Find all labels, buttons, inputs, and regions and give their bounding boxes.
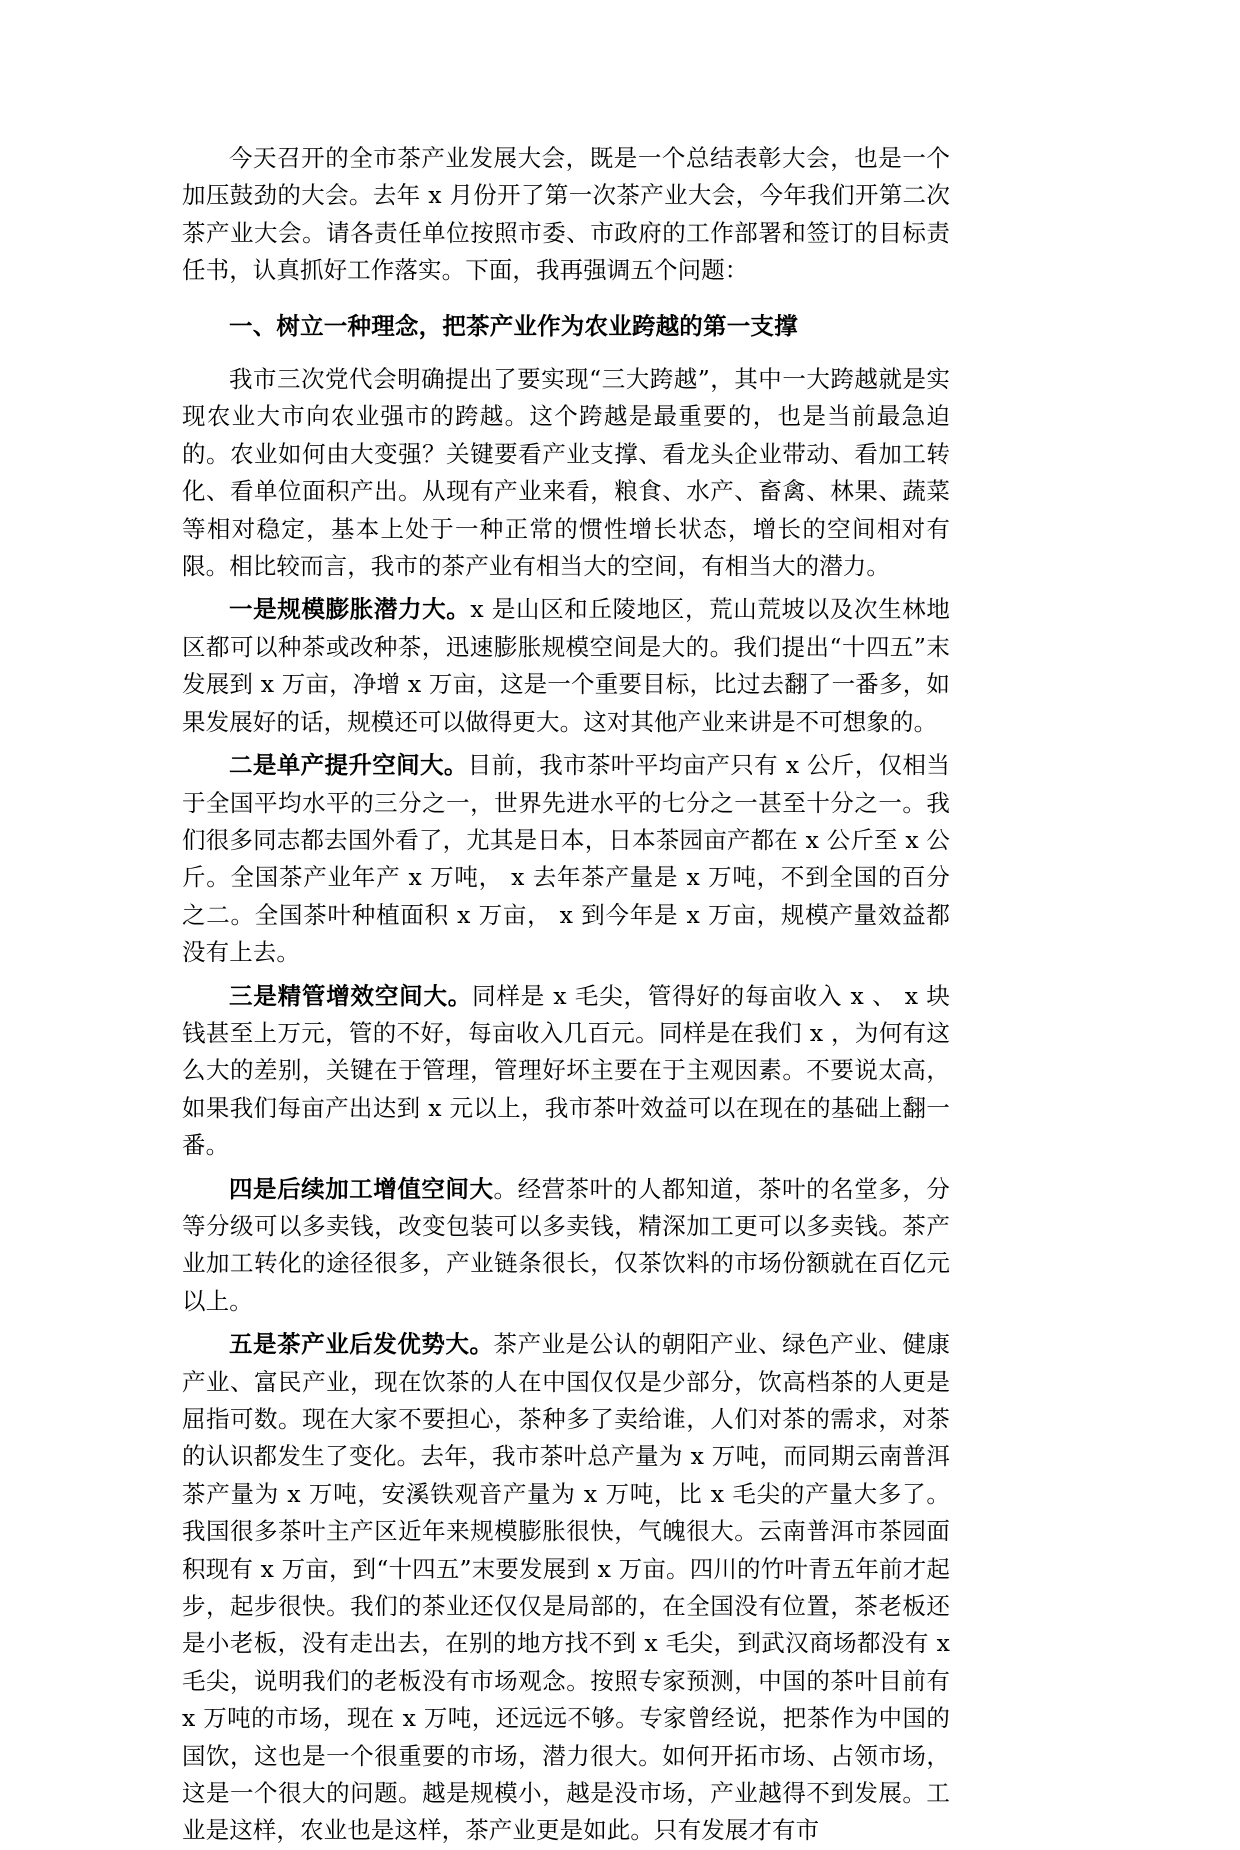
- point-text-5: 茶产业是公认的朝阳产业、绿色产业、健康产业、富民产业，现在饮茶的人在中国仅仅是少部分，饮高档茶的人更是屈指可数。现在大家不要担心，茶种多了卖给谁，人们对茶的需求，对茶的认识都发生了变化。去年，我市茶叶总产量为 x 万吨，而同期云南普洱茶产量为 x 万吨，安溪铁观音产量为 x 万吨，比 x 毛尖的产量大多了。我国很多茶叶主产区近年来规模膨胀很快，气魄很大。云南普洱市茶园面积现有 x 万亩，到“十四五”末要发展到 x 万亩。四川的竹叶青五年前才起步，起步很快。我们的茶业还仅仅是局部的，在全国没有位置，茶老板还是小老板，没有走出去，在别的地方找不到 x 毛尖，到武汉商场都没有 x 毛尖，说明我们的老板没有市场观念。按照专家预测，中国的茶叶目前有 x 万吨的市场，现在 x 万吨，还远远不够。专家曾经说，把茶作为中国的国饮，这也是一个很重要的市场，潜力很大。如何开拓市场、占领市场，这是一个很大的问题。越是规模小，越是没市场，产业越得不到发展。工业是这样，农业也是这样，茶产业更是如此。只有发展才有市: [182, 1330, 950, 1845]
- point-text-4: 。经营茶叶的人都知道，茶叶的名堂多，分等分级可以多卖钱，改变包装可以多卖钱，精深加工更可以多卖钱。茶产业加工转化的途径很多，产业链条很长，仅茶饮料的市场份额就在百亿元以上。: [182, 1174, 950, 1315]
- point-lead-1: 一是规模膨胀潜力大。: [229, 595, 471, 624]
- point-paragraph-1: [182, 591, 950, 741]
- point-text-3: 同样是 x 毛尖，管得好的每亩收入 x 、 x 块钱甚至上万元，管的不好，每亩收入几百元。同样是在我们 x ，为何有这么大的差别，关键在于管理，管理好坏主要在于主观因素。不要说太高，如果我们每亩产出达到 x 元以上，我市茶叶效益可以在现在的基础上翻一番。: [182, 981, 950, 1160]
- intro-paragraph: 今天召开的全市茶产业发展大会，既是一个总结表彰大会，也是一个加压鼓劲的大会。去年 x 月份开了第一次茶产业大会，今年我们开第二次茶产业大会。请各责任单位按照市委、市政府的工作部署和签订的目标责任书，认真抓好工作落实。下面，我再强调五个问题：: [182, 144, 950, 285]
- point-paragraph-5: [182, 1326, 950, 1850]
- point-paragraph-2: [182, 747, 950, 971]
- point-lead-4: 四是后续加工增值空间大: [229, 1174, 494, 1203]
- document-body: [182, 140, 950, 1850]
- section-body-paragraph: 我市三次党代会明确提出了要实现“三大跨越”，其中一大跨越就是实现农业大市向农业强市的跨越。这个跨越是最重要的，也是当前最急迫的。农业如何由大变强？关键要看产业支撑、看龙头企业带动、看加工转化、看单位面积产出。从现有产业来看，粮食、水产、畜禽、林果、蔬菜等相对稳定，基本上处于一种正常的惯性增长状态，增长的空间相对有限。相比较而言，我市的茶产业有相当大的空间，有相当大的潜力。: [182, 365, 950, 581]
- point-text-2: 目前，我市茶叶平均亩产只有 x 公斤，仅相当于全国平均水平的三分之一，世界先进水平的七分之一甚至十分之一。我们很多同志都去国外看了，尤其是日本，日本茶园亩产都在 x 公斤至 x 公斤。全国茶产业年产 x 万吨， x 去年茶产量是 x 万吨，不到全国的百分之二。全国茶叶种植面积 x 万亩， x 到今年是 x 万亩，规模产量效益都没有上去。: [182, 751, 950, 967]
- point-lead-2: 二是单产提升空间大。: [229, 751, 468, 780]
- point-paragraph-4: [182, 1171, 950, 1321]
- point-paragraph-3: [182, 978, 950, 1165]
- point-text-1: x 是山区和丘陵地区，荒山荒坡以及次生林地区都可以种茶或改种茶，迅速膨胀规模空间是大的。我们提出“十四五”末发展到 x 万亩，净增 x 万亩，这是一个重要目标，比过去翻了一番多，如果发展好的话，规模还可以做得更大。这对其他产业来讲是不可想象的。: [182, 595, 950, 736]
- point-lead-3: 三是精管增效空间大。: [229, 981, 473, 1010]
- point-lead-5: 五是茶产业后发优势大。: [229, 1330, 494, 1359]
- section-heading-one: 一、树立一种理念，把茶产业作为农业跨越的第一支撑: [229, 311, 798, 340]
